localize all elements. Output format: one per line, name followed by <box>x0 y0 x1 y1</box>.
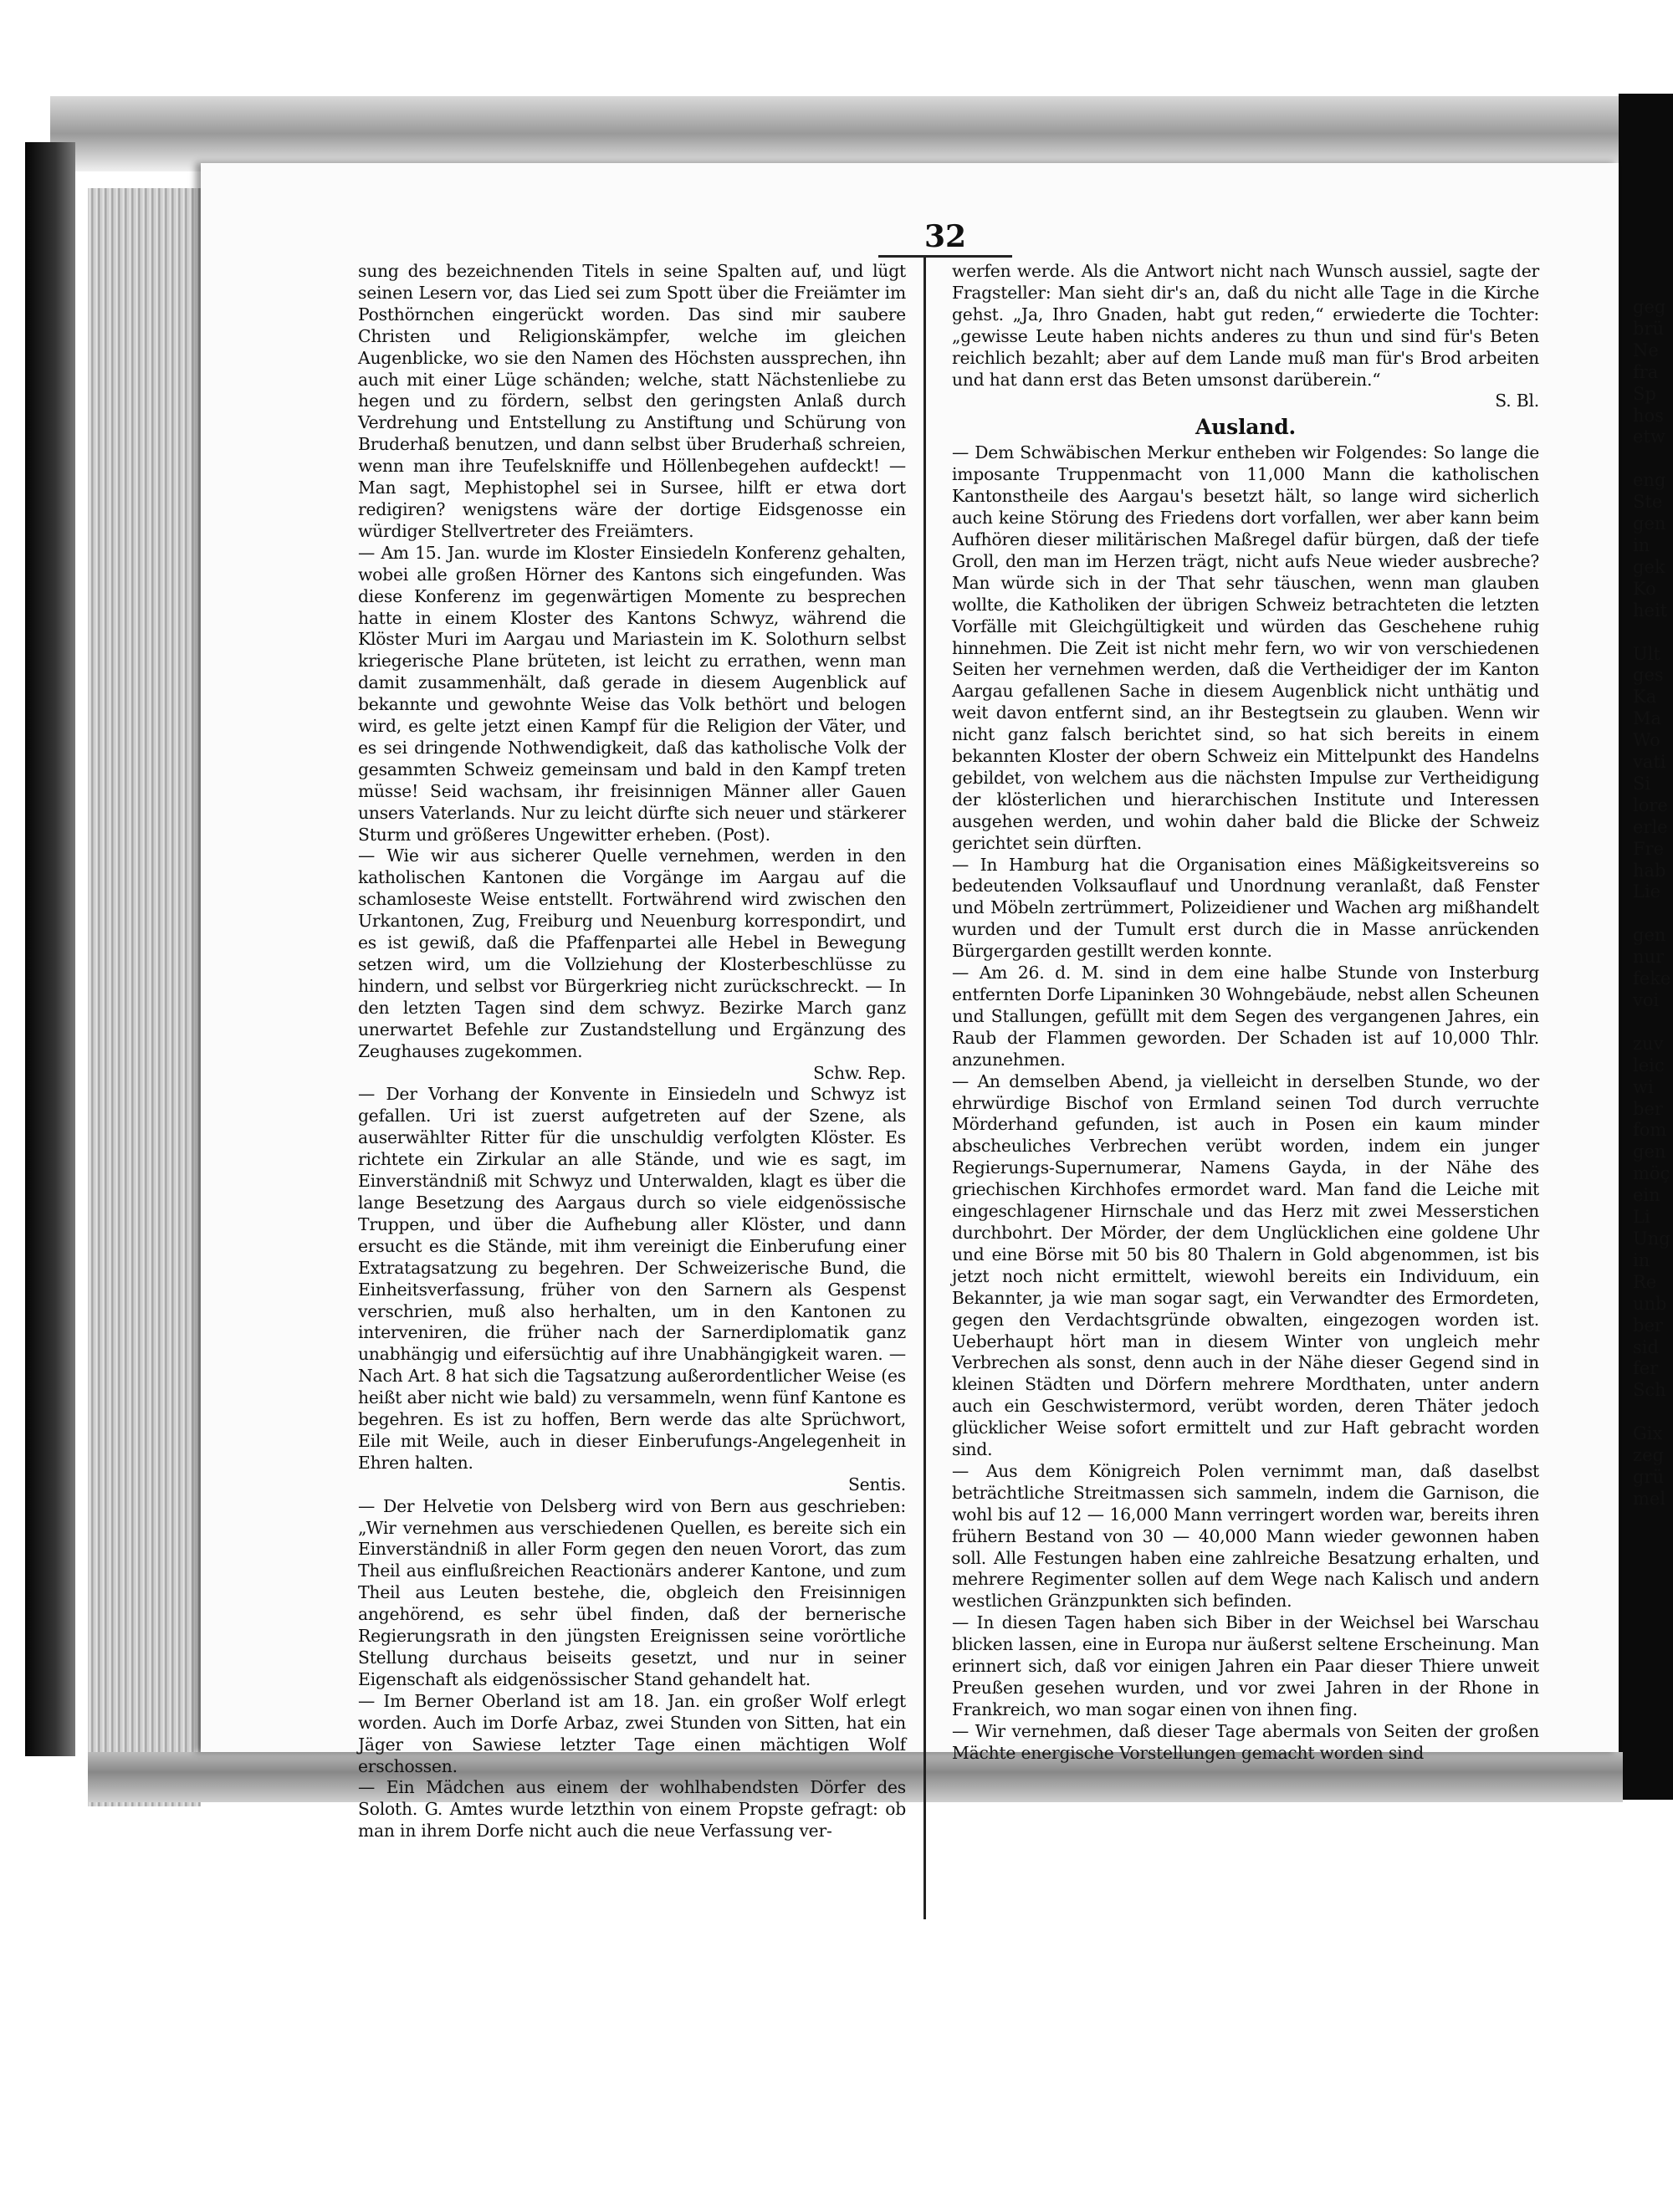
margin-fragment: möç <box>1633 1163 1670 1184</box>
margin-fragment: Sch <box>1633 1380 1666 1401</box>
page-number: 32 <box>923 219 967 254</box>
article-source: Schw. Rep. <box>813 1062 906 1083</box>
margin-fragment: gen <box>1633 925 1666 946</box>
article-paragraph: — Im Berner Oberland ist am 18. Jan. ein großer Wolf erlegt worden. Auch im Dorfe Arbaz, zwei Stunden von Sitten, hat ein Jäger von Sawiese letzter Tage einen mächtigen Wolf erschossen. <box>358 1690 906 1776</box>
margin-fragment: Fre <box>1633 838 1665 859</box>
margin-fragment: Lie <box>1633 881 1661 902</box>
margin-fragment: Ka <box>1633 687 1657 708</box>
margin-fragment: Sp <box>1633 383 1656 404</box>
margin-fragment: ges <box>1633 665 1664 686</box>
article-paragraph: — An demselben Abend, ja vielleicht in derselben Stunde, wo der ehrwürdige Bischof von Ermland seinen Tod durch verruchte Mörderhand gefunden, ist auch in Posen ein kaum minder abscheuliches Verbrechen verübt worden, indem ein junger Regierungs-Supernumerar, Namens Gayda, in der Nähe des griechischen Kirchhofes ermordet ward. Man fand die Leiche mit eingeschlagener Hirnschale und das Herz mit zwei Messerstichen durchbohrt. Der Mörder, der dem Unglücklichen eine goldene Uhr und eine Börse mit 50 bis 80 Thalern in Gold abgenommen, ist bis jetzt noch nicht ermittelt, wiewohl bereits ein Individuum, ein Bekannter, ja wie man sogar sagt, ein Verwandter des Ermordeten, gegen den Verdachtsgründe obwalten, eingezogen worden ist. Ueberhaupt hört man in diesem Winter von ungleich mehr Verbrechen als sonst, denn auch in der Nähe dieser Gegend sind in kleinen Städten und Dörfern mehrere Mordthaten, unter andern auch ein Geschwistermord, verübt worden, deren Thäter jedoch glücklicher Weise sofort ermittelt und zur Haft gebracht worden sind. <box>952 1070 1539 1460</box>
article-paragraph: — Ein Mädchen aus einem der wohlhabendsten Dörfer des Soloth. G. Amtes wurde letzthin von einem Propste gefragt: ob man in ihrem Dorfe nicht auch die neue Verfassung ver- <box>358 1777 906 1842</box>
margin-fragment: unb <box>1633 1293 1667 1314</box>
section-heading: Ausland. <box>1195 415 1297 440</box>
margin-fragment: wi <box>1633 1076 1654 1097</box>
margin-fragment: in <box>1633 1249 1650 1270</box>
margin-fragment: Ung <box>1633 1228 1670 1249</box>
margin-fragment: Ult <box>1633 643 1660 664</box>
scan-shadow-top <box>50 96 1623 171</box>
margin-fragment: grü <box>1633 1466 1665 1487</box>
article-paragraph: — In Hamburg hat die Organisation eines Mäßigkeitsvereins so bedeutenden Volksauflauf und Unordnung veranlaßt, daß Fenster und Möbeln zertrümmert, Polizeidiener und Wachen arg mißhandelt wurden und der Tumult erst durch die in Masse anrückenden Bürgergarden gestillt werden konnte. <box>952 854 1539 962</box>
margin-fragment: geg <box>1633 297 1666 317</box>
margin-fragment <box>1633 622 1673 644</box>
margin-fragment: nur <box>1633 947 1665 968</box>
article-source: Sentis. <box>847 1474 906 1494</box>
article-paragraph: werfen werde. Als die Antwort nicht nach Wunsch aussiel, sagte der Fragsteller: Man sieht dir's an, daß du nicht alle Tage in die Kirche gehst. „Ja, Ihro Gnaden, habt gut reden,“ erwiederte die Tochter: „gewisse Leute haben nichts anderes zu thun und sind für's Beten reichlich bezahlt; aber auf dem Lande muß man für's Brod arbeiten und hat dann erst das Beten umsonst darüberein.“ <box>952 261 1539 390</box>
margin-fragment: ein <box>1633 1185 1660 1206</box>
margin-fragment: vati <box>1633 752 1666 773</box>
margin-fragment: Ne <box>1633 340 1659 360</box>
margin-fragment: Li <box>1633 1207 1650 1228</box>
margin-fragment: voi <box>1633 990 1660 1010</box>
article-source: S. Bl. <box>1495 391 1539 411</box>
margin-fragment: ber <box>1633 1098 1663 1119</box>
article-paragraph: sung des bezeichnenden Titels in seine Spalten auf, und lügt seinen Lesern vor, das Lied sei zum Spott über die Freiämter im Posthörnchen eingerückt worden. Das sind mir saubere Christen und Religionskämpfer, welche im gleichen Augenblicke, wo sie den Namen des Höchsten aussprechen, ihn auch mit einer Lüge schänden; welche, statt Nächstenliebe zu hegen und zu fördern, selbst den geringsten Anlaß durch Verdrehung und Entstellung zu Anstiftung und Schürung von Bruderhaß benutzen, und dann selbst über Bruderhaß schreien, wenn man ihre Teufelskniffe und Höllenbegehen aufdeckt! — Man sagt, Mephistophel sei in Sursee, hilft er etwa dort redigiren? wenigstens wäre der dortige Eidsgenosse ein würdiger Stellvertreter des Freiämters. <box>358 261 906 541</box>
margin-fragment: mel <box>1633 1488 1666 1509</box>
margin-fragment: hos <box>1633 405 1664 426</box>
article-paragraph: — Wir vernehmen, daß dieser Tage abermals von Seiten der großen Mächte energische Vorstellungen gemacht worden sind <box>952 1720 1539 1763</box>
margin-fragment: Ste <box>1633 492 1663 513</box>
margin-fragment: gen <box>1633 513 1666 534</box>
article-paragraph: — Dem Schwäbischen Merkur entheben wir Folgendes: So lange die imposante Truppenmacht von 11,000 Mann die katholischen Kantonstheile des Aargau's besetzt hält, so lange wird sicherlich auch keine Störung des Friedens dort vorfallen, wer aber kann beim Aufhören dieser militärischen Maßregel dafür bürgen, daß der tiefe Groll, den man im Herzen trägt, nicht aufs Neue wieder ausbreche? Man würde sich in der That sehr täuschen, wenn man glauben wollte, die Katholiken der übrigen Schweiz betrachteten die letzten Vorfälle mit Gleichgültigkeit und würden das Geschehene ruhig hinnehmen. Die Zeit ist nicht mehr fern, wo wir von verschiedenen Seiten her vernehmen werden, daß die Vertheidiger der im Kanton Aargau gefallenen Sache in diesem Augenblick nicht unthätig und weit davon entfernt sind, an ihr Bestegtsein zu glauben. Wenn wir nicht ganz falsch berichtet sind, so hat sich bereits in einem bekannten Kloster der obern Schweiz ein Mittelpunkt des Handelns gebildet, von welchem aus die nächsten Impulse zur Vertheidigung der klösterlichen und hierarchischen Institute und Interessen ausgehen werden, und wohin daher bald die Blicke der Schweiz gerichtet sein dürften. <box>952 442 1539 853</box>
margin-fragment <box>1633 448 1673 470</box>
margin-fragment: Si <box>1633 773 1651 794</box>
margin-fragment: in <box>1633 534 1650 555</box>
margin-fragment: Wo <box>1633 730 1660 751</box>
margin-fragment: zeg <box>1633 1445 1664 1466</box>
right-column <box>952 261 1539 1765</box>
margin-fragment: leic <box>1633 1055 1665 1075</box>
margin-fragment: ber <box>1633 1315 1663 1336</box>
margin-fragment: feke <box>1633 968 1671 989</box>
article-paragraph: — Am 15. Jan. wurde im Kloster Einsiedeln Konferenz gehalten, wobei alle großen Hörner des Kantons sich eingefunden. Was diese Konferenz im gegenwärtigen Momente zu besprechen hatte in einem Kloster des Kantons Schwyz, während die Klöster Muri im Aargau und Mariastein im K. Solothurn selbst kriegerische Plane brüteten, ist leicht zu errathen, wenn man damit zusammenhält, daß gerade in diesem Augenblick auf bekannte und gewohnte Weise das Volk bethört und belogen wird, es gelte jetzt einen Kampf für die Religion der Väter, und es sei dringende Nothwendigkeit, daß das katholische Volk der gesammten Schweiz gemeinsam und bald in den Kampf treten müsse! Seid wachsam, ihr freisinnigen Männer aller Gauen unsers Vaterlands. Nur zu leicht dürfte sich neuer und stärkerer Sturm und größeres Ungewitter erheben. (Post). <box>358 542 906 845</box>
margin-fragment <box>1633 1012 1673 1034</box>
margin-fragment: Gix <box>1633 1423 1663 1444</box>
margin-fragment: Ko <box>1633 578 1656 599</box>
margin-fragment: hab <box>1633 860 1666 881</box>
article-paragraph: — Der Vorhang der Konvente in Einsiedeln und Schwyz ist gefallen. Uri ist zuerst aufgetreten auf der Szene, als auserwählter Ritter für die unschuldig verfolgten Klöster. Es richtete ein Zirkular an alle Stände, und wie es sagt, im Einverständniß mit Schwyz und Unterwalden, klagt es über die lange Besetzung des Aargaus durch so viele eidgenössische Truppen, und über die Aufhebung aller Klöster, und dann ersucht es die Stände, mit ihm vereinigt die Einberufung einer Extratagsatzung zu begehren. Der Schweizerische Bund, die Einheitsverfassung, früher von den Sarnern als Gespenst verschrien, muß also herhalten, um in den Kantonen zu interveniren, die früher nach der Sarnerdiplomatik ganz unabhängig und eifersüchtig auf ihre Unabhängigkeit waren. — Nach Art. 8 hat sich die Tagsatzung außerordentlicher Weise (es heißt aber nicht wie bald) zu versammeln, wenn fünf Kantone es begehren. Es ist zu hoffen, Bern werde das alte Sprüchwort, Eile mit Weile, auch in dieser Einberufungs-Angelegenheit in Ehren halten. <box>358 1084 906 1473</box>
scan-dark-left <box>25 142 75 1756</box>
margin-fragment: fom <box>1633 1120 1667 1141</box>
left-column <box>358 261 906 1842</box>
margin-fragment <box>1633 903 1673 925</box>
margin-fragment: brü <box>1633 318 1665 339</box>
margin-fragment: gen <box>1633 1142 1666 1162</box>
margin-fragment: eng <box>1633 470 1666 491</box>
article-paragraph: — Wie wir aus sicherer Quelle vernehmen, werden in den katholischen Kantonen die Vorgänge im Aargau auf die schamloseste Weise entstellt. Fortwährend wird zwischen den Urkantonen, Zug, Freiburg und Neuenburg korrespondirt, und es ist gewiß, daß die Pfaffenpartei alle Hebel in Bewegung setzen wird, um die Vollziehung der Klosterbeschlüsse zu hindern, und selbst vor Bürgerkrieg nicht zurückschreckt. — In den letzten Tagen sind dem schwyz. Bezirke March ganz unerwartet Befehle zur Zustandstellung und Ergänzung des Zeughauses zugekommen. <box>358 845 906 1061</box>
article-paragraph: — In diesen Tagen haben sich Biber in der Weichsel bei Warschau blicken lassen, eine in Europa nur äußerst seltene Erscheinung. Man erinnert sich, daß vor einigen Jahren ein Paar dieser Thiere unweit Preußen gesehen wurden, und vor zwei Jahren in der Rhone in Frankreich, wo man sogar einen von ihnen fing. <box>952 1612 1539 1719</box>
article-paragraph: — Der Helvetie von Delsberg wird von Bern aus geschrieben: „Wir vernehmen aus verschiedenen Quellen, es bereite sich ein Einverständniß in aller Form gegen den neuen Vorort, das zum Theil aus einflußreichen Reactionärs anderer Kantone, und zum Theil aus Leuten bestehe, die, obgleich den Freisinnigen angehörend, es sehr übel finden, daß der bernerische Regierungsrath in den jüngsten Ereignissen seine vorörtliche Stellung durchaus beiseits gesetzt, und nur in seiner Eigenschaft als eidgenössischer Stand gehandelt hat. <box>358 1495 906 1689</box>
margin-fragment: heit <box>1633 600 1668 621</box>
article-paragraph: — Aus dem Königreich Polen vernimmt man, daß daselbst beträchtliche Streitmassen sich sammeln, indem die Garnison, die wohl bis auf 12 — 16,000 Mann verringert worden war, bereits ihren frühern Bestand von 30 — 40,000 Mann wieder gewonnen haben soll. Alle Festungen haben eine zahlreiche Besatzung erhalten, und mehrere Regimenter sollen auf dem Wege nach Kalisch und andern westlichen Gränzpunkten sich befinden. <box>952 1460 1539 1612</box>
margin-fragment: gek <box>1633 556 1665 577</box>
margin-fragment: erle <box>1633 816 1668 837</box>
article-paragraph: — Am 26. d. M. sind in dem eine halbe Stunde von Insterburg entfernten Dorfe Lipaninken 30 Wohngebäude, nebst allen Scheunen und Stallungen, gefüllt mit dem Segen des vergangenen Jahres, ein Raub der Flammen geworden. Der Schaden ist auf 10,000 Thlr. anzunehmen. <box>952 963 1539 1070</box>
column-rule <box>923 255 926 1919</box>
margin-fragment: Re <box>1633 1271 1657 1292</box>
margin-fragment <box>1633 1402 1673 1423</box>
margin-fragment: zuv <box>1633 1033 1664 1054</box>
margin-fragment: fra <box>1633 361 1659 382</box>
margin-fragment: lore <box>1633 794 1668 815</box>
margin-fragment: sid <box>1633 1336 1659 1357</box>
margin-fragment: Ma <box>1633 708 1662 729</box>
adjacent-page-margin <box>1633 297 1673 1510</box>
margin-fragment: etw <box>1633 427 1665 447</box>
book-page-edges <box>88 188 201 1806</box>
page-number-rule <box>878 255 1012 258</box>
margin-fragment: fer <box>1633 1358 1659 1379</box>
